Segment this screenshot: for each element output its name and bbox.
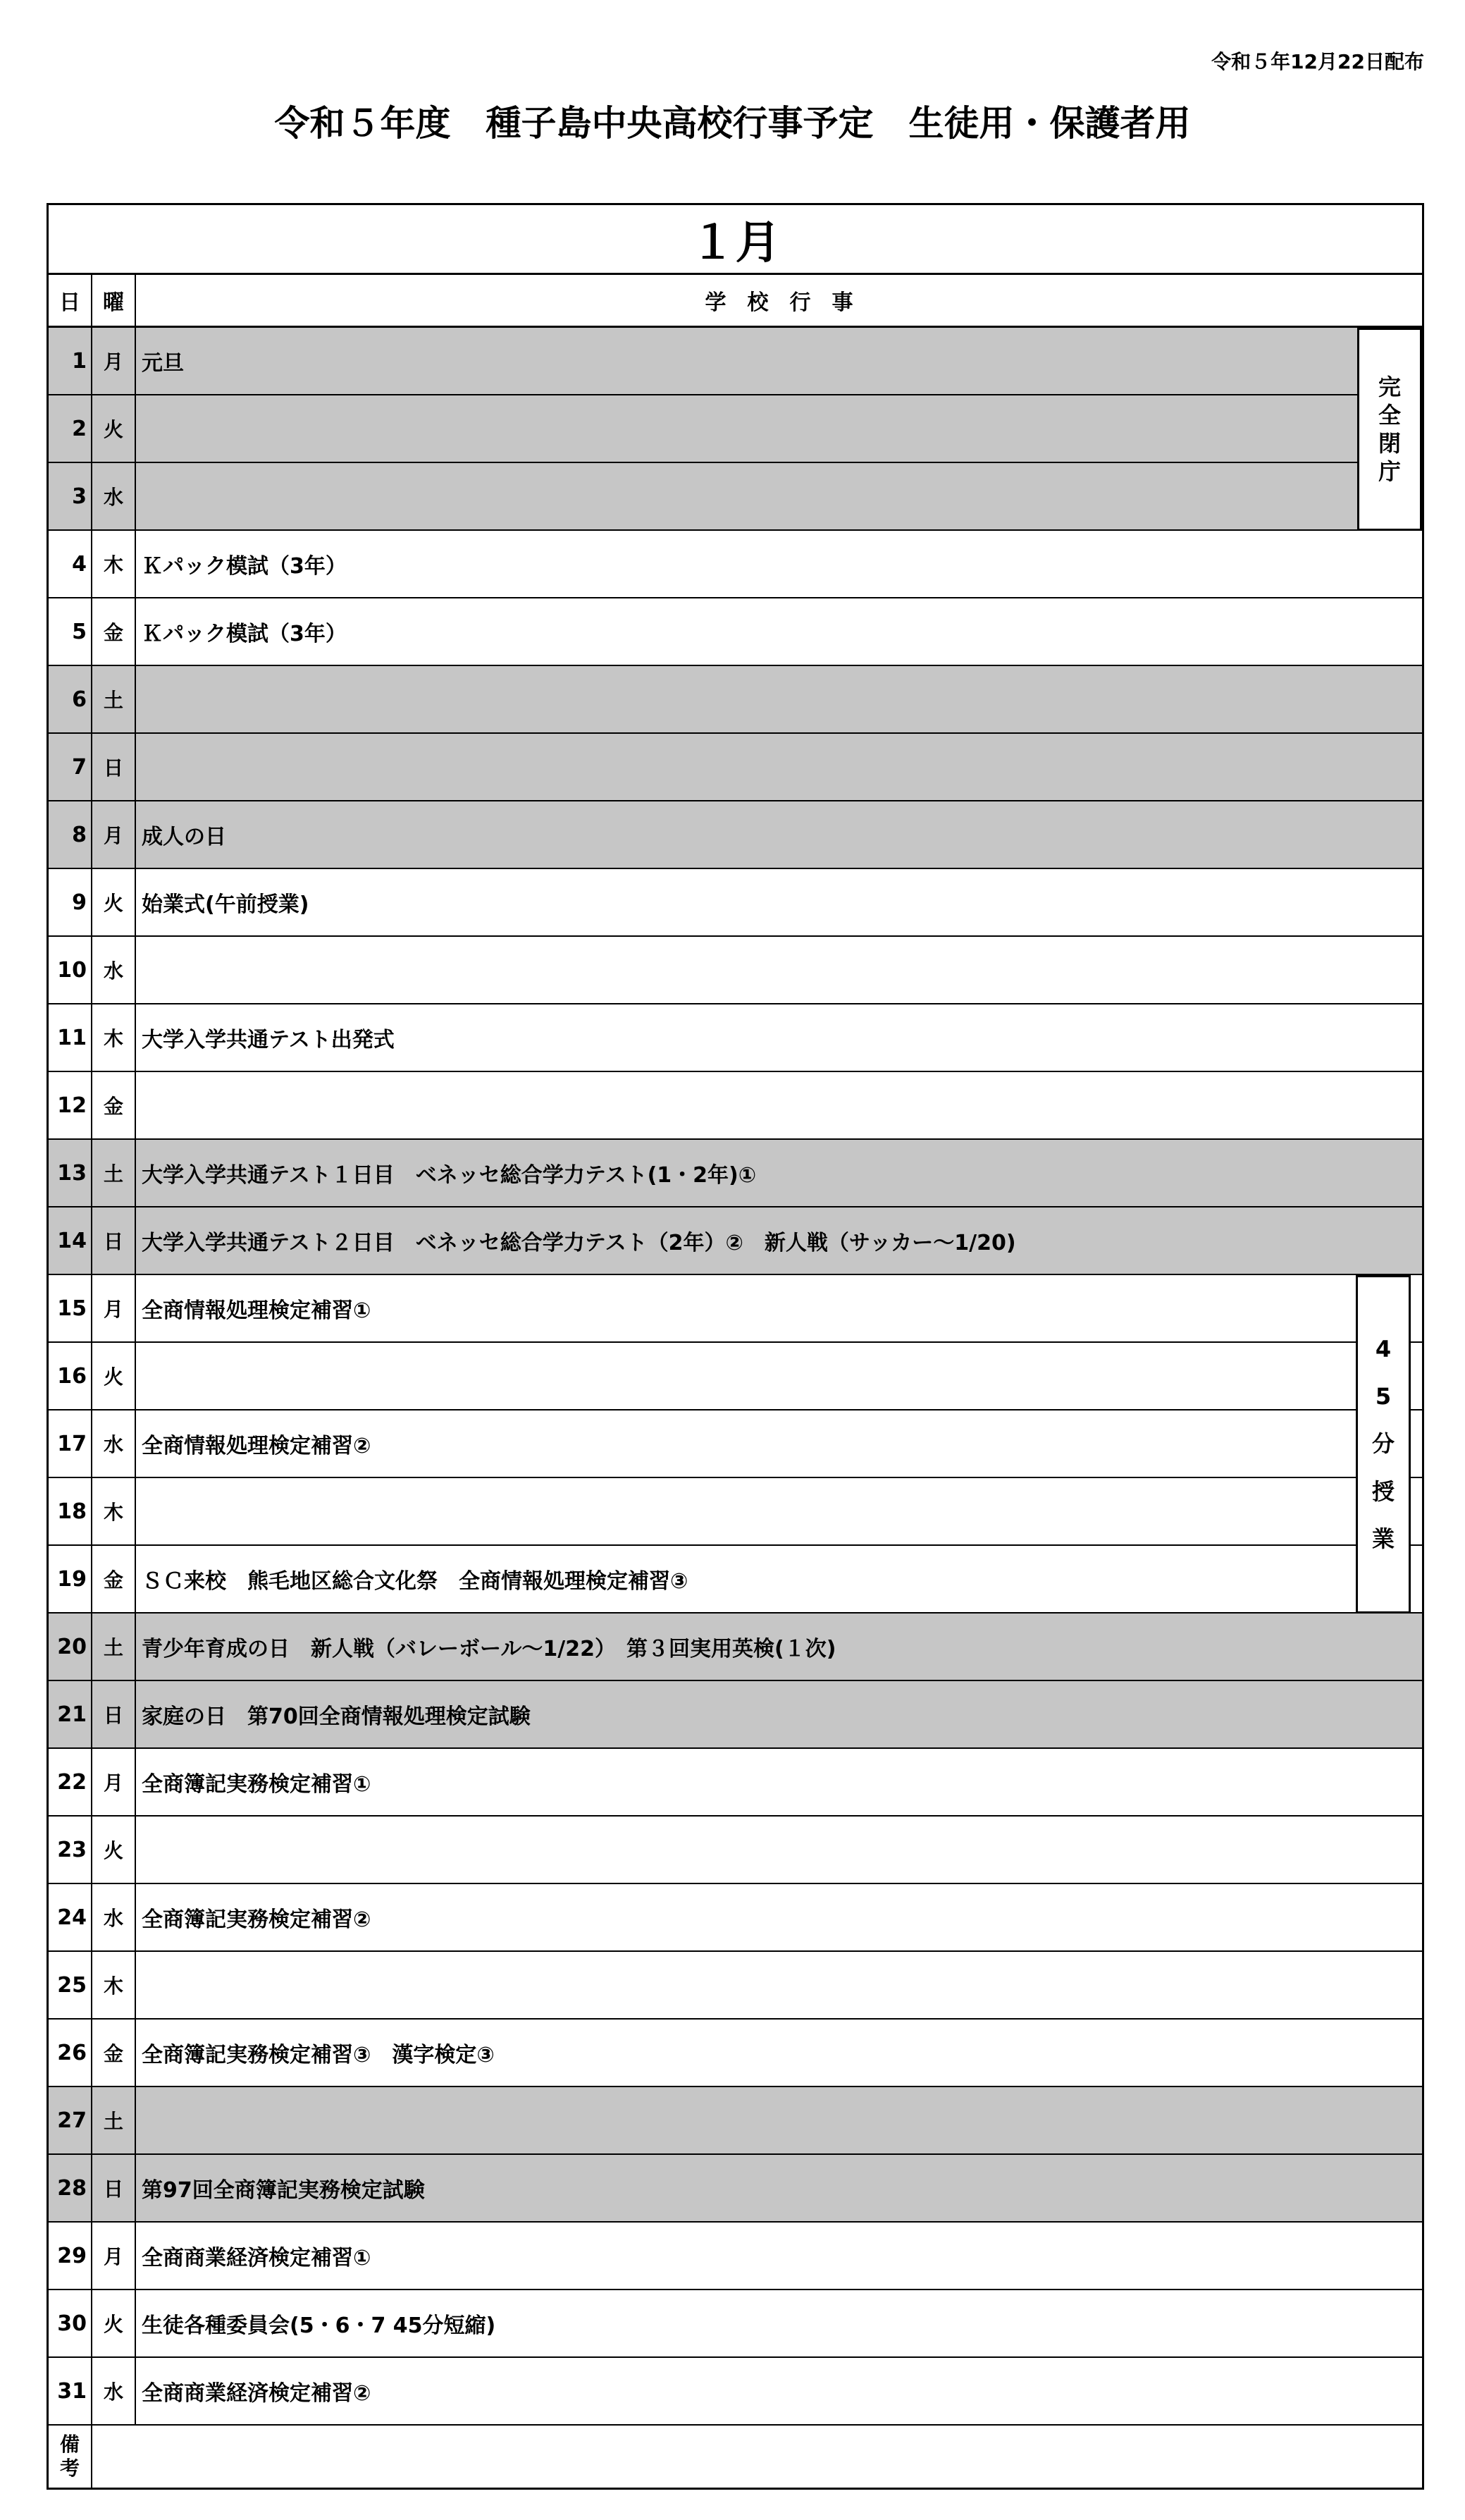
event-cell: 始業式(午前授業) (142, 892, 309, 917)
table-row (49, 937, 1422, 1004)
event-cell: 青少年育成の日 新人戦（バレーボール～1/22） 第３回実用英検(１次) (142, 1637, 836, 1661)
table-row (49, 463, 1422, 531)
event-cell: ＳＣ来校 熊毛地区総合文化祭 全商情報処理検定補習③ (142, 1569, 688, 1594)
table-row (49, 531, 1422, 598)
table-row (49, 2155, 1422, 2223)
event-cell: 第97回全商簿記実務検定試験 (142, 2178, 425, 2203)
day-cell: 30 (49, 2290, 92, 2356)
table-row (49, 1140, 1422, 1207)
remarks-row (49, 2426, 1422, 2488)
weekday-cell: 日 (92, 2155, 136, 2221)
day-cell: 17 (49, 1410, 92, 1477)
event-cell: 大学入学共通テスト１日目 ベネッセ総合学力テスト(1・2年)① (142, 1163, 757, 1188)
table-row (49, 1004, 1422, 1072)
header-weekday: 曜 (92, 275, 136, 326)
table-row (49, 328, 1422, 395)
weekday-cell: 木 (92, 1952, 136, 2018)
day-cell: 15 (49, 1275, 92, 1341)
short-class-label: 45分授業 (1356, 1275, 1411, 1614)
event-cell: 全商情報処理検定補習② (142, 1434, 371, 1458)
weekday-cell: 木 (92, 1004, 136, 1071)
table-row (49, 1546, 1422, 1614)
day-cell: 28 (49, 2155, 92, 2221)
day-cell: 27 (49, 2087, 92, 2153)
event-cell: 元旦 (142, 351, 184, 376)
event-cell (136, 1817, 1422, 1883)
day-cell: 14 (49, 1207, 92, 1274)
day-cell: 29 (49, 2223, 92, 2289)
event-cell: Ｋパック模試（3年） (142, 622, 347, 646)
weekday-cell: 火 (92, 395, 136, 462)
weekday-cell: 土 (92, 666, 136, 732)
weekday-cell: 水 (92, 2358, 136, 2424)
weekday-cell: 水 (92, 937, 136, 1003)
weekday-cell: 水 (92, 463, 136, 529)
day-cell: 22 (49, 1749, 92, 1815)
weekday-cell: 金 (92, 2020, 136, 2086)
event-cell (136, 2087, 1422, 2153)
weekday-cell: 木 (92, 531, 136, 597)
event-cell: 全商商業経済検定補習② (142, 2381, 371, 2406)
weekday-cell: 火 (92, 2290, 136, 2356)
weekday-cell: 月 (92, 801, 136, 868)
table-row (49, 1884, 1422, 1952)
day-cell: 12 (49, 1072, 92, 1138)
event-cell: 成人の日 (142, 825, 226, 849)
event-cell: 生徒各種委員会(5・6・7 45分短縮) (142, 2313, 496, 2338)
event-cell: 全商簿記実務検定補習② (142, 1907, 371, 1932)
table-row (49, 598, 1422, 666)
event-cell (136, 395, 1422, 462)
weekday-cell: 日 (92, 1681, 136, 1747)
schedule-table (47, 203, 1424, 2490)
event-cell (136, 463, 1422, 529)
day-cell: 5 (49, 598, 92, 665)
table-row (49, 2020, 1422, 2087)
weekday-cell: 月 (92, 328, 136, 394)
weekday-cell: 金 (92, 598, 136, 665)
table-row (49, 1207, 1422, 1275)
weekday-cell: 金 (92, 1546, 136, 1612)
day-cell: 24 (49, 1884, 92, 1950)
weekday-cell: 月 (92, 1275, 136, 1341)
day-cell: 7 (49, 734, 92, 800)
day-cell: 8 (49, 801, 92, 868)
office-closed-label: 完全閉庁 (1357, 328, 1422, 531)
day-cell: 13 (49, 1140, 92, 1206)
day-cell: 23 (49, 1817, 92, 1883)
weekday-cell: 土 (92, 2087, 136, 2153)
event-cell: Ｋパック模試（3年） (142, 554, 347, 579)
day-cell: 25 (49, 1952, 92, 2018)
day-cell: 18 (49, 1478, 92, 1544)
weekday-cell: 木 (92, 1478, 136, 1544)
table-row (49, 1681, 1422, 1749)
weekday-cell: 火 (92, 1343, 136, 1409)
table-row (49, 801, 1422, 869)
event-cell: 全商簿記実務検定補習③ 漢字検定③ (142, 2043, 495, 2067)
table-row (49, 2223, 1422, 2290)
day-cell: 4 (49, 531, 92, 597)
weekday-cell: 水 (92, 1410, 136, 1477)
event-cell: 大学入学共通テスト出発式 (142, 1028, 395, 1052)
table-row (49, 1072, 1422, 1140)
day-cell: 9 (49, 869, 92, 935)
table-row (49, 2087, 1422, 2155)
event-cell (136, 734, 1422, 800)
day-cell: 31 (49, 2358, 92, 2424)
header-events: 学 校 行 事 (705, 290, 853, 315)
weekday-cell: 水 (92, 1884, 136, 1950)
table-row (49, 1410, 1422, 1478)
day-cell: 11 (49, 1004, 92, 1071)
table-row (49, 666, 1422, 734)
day-cell: 1 (49, 328, 92, 394)
weekday-cell: 月 (92, 1749, 136, 1815)
day-cell: 26 (49, 2020, 92, 2086)
remarks-content (92, 2426, 1422, 2488)
weekday-cell: 日 (92, 1207, 136, 1274)
table-row (49, 2358, 1422, 2426)
weekday-cell: 月 (92, 2223, 136, 2289)
table-row (49, 1275, 1422, 1343)
event-cell (136, 1343, 1422, 1409)
header-day: 日 (49, 275, 92, 326)
event-cell: 全商簿記実務検定補習① (142, 1772, 371, 1797)
day-cell: 6 (49, 666, 92, 732)
table-row (49, 1343, 1422, 1410)
page-title: 令和５年度 種子島中央高校行事予定 生徒用・保護者用 (274, 103, 1191, 144)
table-row (49, 2290, 1422, 2358)
weekday-cell: 火 (92, 1817, 136, 1883)
table-row (49, 1749, 1422, 1817)
table-header (49, 275, 1422, 328)
weekday-cell: 火 (92, 869, 136, 935)
day-cell: 16 (49, 1343, 92, 1409)
weekday-cell: 金 (92, 1072, 136, 1138)
month-heading: １月 (49, 205, 1422, 275)
event-cell: 全商情報処理検定補習① (142, 1298, 371, 1323)
day-cell: 20 (49, 1614, 92, 1680)
weekday-cell: 土 (92, 1140, 136, 1206)
event-cell: 大学入学共通テスト２日目 ベネッセ総合学力テスト（2年）② 新人戦（サッカー～1/20) (142, 1231, 1016, 1255)
weekday-cell: 日 (92, 734, 136, 800)
day-cell: 21 (49, 1681, 92, 1747)
table-row (49, 1952, 1422, 2020)
issue-date: 令和５年12月22日配布 (1211, 50, 1424, 73)
schedule-rows (49, 328, 1422, 2426)
day-cell: 3 (49, 463, 92, 529)
table-row (49, 1478, 1422, 1546)
table-row (49, 1614, 1422, 1681)
event-cell (136, 937, 1422, 1003)
day-cell: 10 (49, 937, 92, 1003)
table-row (49, 395, 1422, 463)
event-cell (136, 1952, 1422, 2018)
event-cell: 家庭の日 第70回全商情報処理検定試験 (142, 1704, 531, 1729)
table-row (49, 1817, 1422, 1884)
table-row (49, 734, 1422, 801)
remarks-label: 備考 (49, 2426, 92, 2488)
event-cell (136, 1478, 1422, 1544)
event-cell (136, 1072, 1422, 1138)
weekday-cell: 土 (92, 1614, 136, 1680)
event-cell: 全商商業経済検定補習① (142, 2246, 371, 2270)
day-cell: 19 (49, 1546, 92, 1612)
day-cell: 2 (49, 395, 92, 462)
event-cell (136, 666, 1422, 732)
table-row (49, 869, 1422, 937)
